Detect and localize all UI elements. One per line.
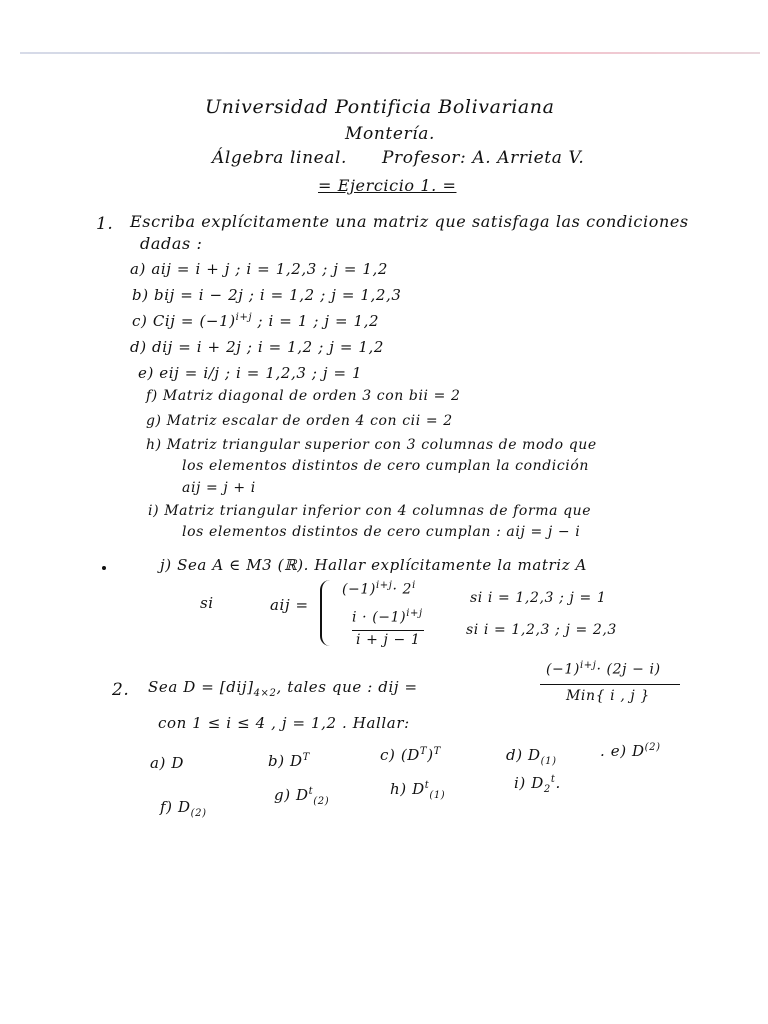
top-edge-line <box>20 52 760 54</box>
ex1-intro-line1: Escriba explícitamente una matriz que satisfaga las condiciones <box>130 212 689 231</box>
ex1-j-case2-condition: si i = 1,2,3 ; j = 2,3 <box>466 622 617 638</box>
ex2-item-b: b) $D^T$ <box>268 752 310 770</box>
city-name: Montería. <box>345 124 435 144</box>
ex2-fraction-denominator: Min{ i , j } <box>566 688 650 704</box>
ex2-item-f: f) $D_{(2)}$ <box>160 798 207 819</box>
exercise-heading: = Ejercicio 1. = <box>318 176 457 195</box>
ex1-item-g: g) Matriz escalar de orden 4 con cii = 2 <box>146 413 453 429</box>
ex1-item-h-line2: los elementos distintos de cero cumplan la condición <box>182 458 590 474</box>
ex1-item-e: e) eij = i/j ; i = 1,2,3 ; j = 1 <box>138 364 363 382</box>
ex1-j-case2-numerator: $i \cdot (-1)^{i+j}$ <box>352 608 423 626</box>
ex2-line2: con 1 ≤ i ≤ 4 , j = 1,2 . Hallar: <box>158 714 410 732</box>
ex2-item-a: a) D <box>150 754 184 772</box>
ex2-item-h: h) $D^t_{(1)}$ <box>390 780 446 801</box>
ex1-number: 1. <box>96 214 114 234</box>
ex2-number: 2. <box>112 680 130 700</box>
ex2-line1: Sea $D = [dij]_{4\times 2}$, tales que : dij = <box>148 678 418 699</box>
course-name: Álgebra lineal. <box>212 148 348 168</box>
ex2-fraction-numerator: $(-1)^{i+j}\cdot (2j - i)$ <box>546 660 661 678</box>
ex2-item-d: d) $D_{(1)}$ <box>506 746 557 767</box>
ex1-item-b: b) bij = i − 2j ; i = 1,2 ; j = 1,2,3 <box>132 286 402 304</box>
university-title: Universidad Pontificia Bolivariana <box>205 96 555 118</box>
ex1-j-case1-condition: si i = 1,2,3 ; j = 1 <box>470 590 607 606</box>
ex1-item-i-line2: los elementos distintos de cero cumplan : aij = j − i <box>182 524 581 540</box>
ex2-item-e: . e) $D^{(2)}$ <box>600 742 661 760</box>
ex1-item-j-line1: j) Sea A ∈ M3 (ℝ). Hallar explícitamente la matriz A <box>160 556 587 574</box>
ex1-item-f: f) Matriz diagonal de orden 3 con bii = 2 <box>146 388 461 404</box>
ex1-intro-line2: dadas : <box>140 234 203 253</box>
piecewise-brace <box>320 580 334 646</box>
ex1-j-case1-expr: $(-1)^{i+j}\cdot 2^i$ <box>342 580 416 598</box>
ex2-item-i: i) $D_2^t$. <box>514 774 561 795</box>
ex1-item-i-line1: i) Matriz triangular inferior con 4 columnas de forma que <box>148 503 592 519</box>
ex1-j-case2-fraction-bar <box>352 630 424 631</box>
bullet-dot <box>102 566 106 570</box>
ex1-item-h-line1: h) Matriz triangular superior con 3 columnas de modo que <box>146 437 597 453</box>
ex1-item-a: a) aij = i + j ; i = 1,2,3 ; j = 1,2 <box>130 260 389 278</box>
ex2-fraction-bar <box>540 684 680 685</box>
ex1-item-j-aij: aij = <box>270 596 309 614</box>
ex2-item-g: g) $D^t_{(2)}$ <box>274 786 330 807</box>
ex1-j-case2-denominator: i + j − 1 <box>356 632 421 648</box>
professor-name: Profesor: A. Arrieta V. <box>382 148 585 168</box>
ex2-item-c: c) $(D^T)^T$ <box>380 746 441 764</box>
ex1-item-h-line3: aij = j + i <box>182 480 256 496</box>
ex1-item-c: c) Cij = $(-1)^{i+j}$ ; i = 1 ; j = 1,2 <box>132 312 380 330</box>
ex1-item-d: d) dij = i + 2j ; i = 1,2 ; j = 1,2 <box>130 338 385 356</box>
ex1-item-j-si: si <box>200 594 214 612</box>
